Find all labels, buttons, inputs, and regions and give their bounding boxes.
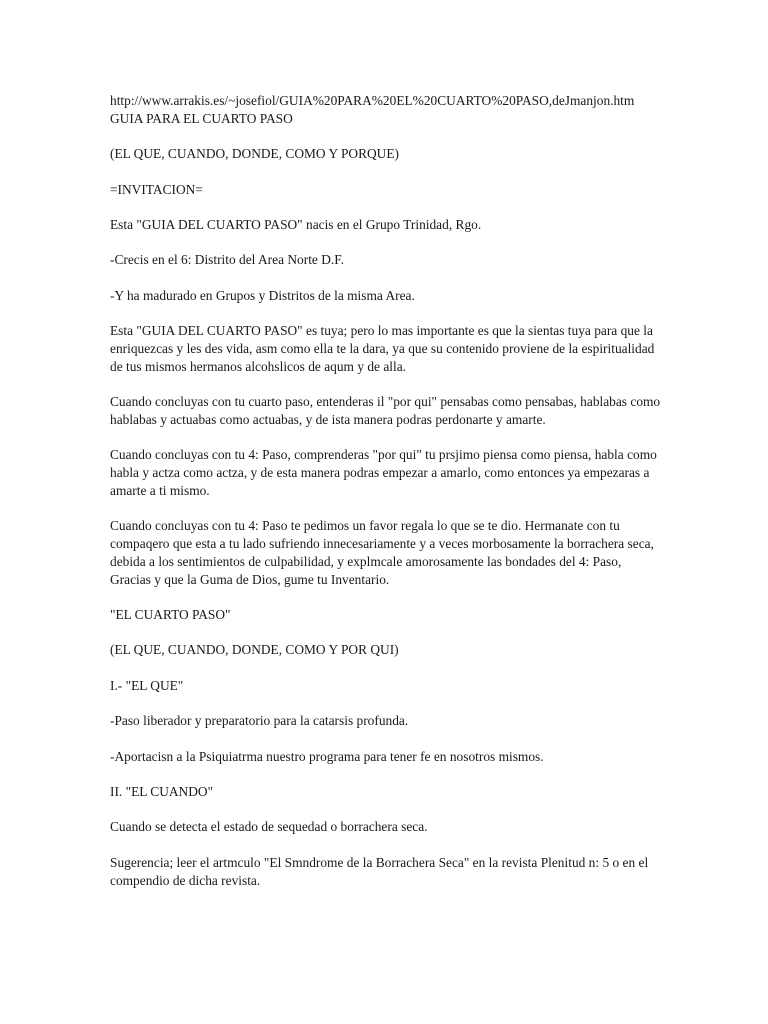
paragraph: Esta "GUIA DEL CUARTO PASO" nacis en el Grupo Trinidad, Rgo.	[110, 216, 482, 232]
section-subtitle: (EL QUE, CUANDO, DONDE, COMO Y POR QUI)	[110, 642, 399, 658]
section-heading-cuarto-paso: "EL CUARTO PASO"	[110, 607, 231, 623]
paragraph: -Aportacisn a la Psiquiatrma nuestro programa para tener fe en nosotros mismos.	[110, 748, 544, 764]
document-title: GUIA PARA EL CUARTO PASO	[110, 110, 293, 126]
paragraph: -Crecis en el 6: Distrito del Area Norte D.F.	[110, 252, 344, 268]
paragraph: Cuando concluyas con tu cuarto paso, entenderas il "por qui" pensabas como pensabas, hablabas como hablabas y actuabas como actuabas, y de ista manera podras perdonarte y amarte.	[110, 394, 661, 427]
paragraph: Cuando concluyas con tu 4: Paso, comprenderas "por qui" tu prsjimo piensa como piensa, habla como habla y actza como actza, y de esta manera podras empezar a amarlo, como entonces ya empezaras a amarte a ti mismo.	[110, 447, 657, 498]
section-heading-invitacion: =INVITACION=	[110, 181, 203, 197]
paragraph: Sugerencia; leer el artmculo "El Smndrome de la Borrachera Seca" en la revista Plenitud n: 5 o en el compendio de dicha revista.	[110, 854, 649, 888]
section-heading-el-cuando: II. "EL CUANDO"	[110, 784, 214, 800]
source-url: http://www.arrakis.es/~josefiol/GUIA%20PARA%20EL%20CUARTO%20PASO,deJmanjon.htm	[110, 93, 635, 108]
document-page	[110, 92, 665, 907]
section-heading-el-que: I.- "EL QUE"	[110, 677, 184, 693]
paragraph: -Y ha madurado en Grupos y Distritos de la misma Area.	[110, 287, 415, 303]
subtitle: (EL QUE, CUANDO, DONDE, COMO Y PORQUE)	[110, 146, 399, 162]
paragraph: -Paso liberador y preparatorio para la catarsis profunda.	[110, 713, 409, 729]
paragraph: Cuando concluyas con tu 4: Paso te pedimos un favor regala lo que se te dio. Hermanate con tu compaqero que esta a tu lado sufriendo innecesariamente y a veces morbosamente la borrachera seca, debida a los sentimientos de culpabilidad, y explmcale amorosamente las bondades del 4: Paso, Gracias y que la Guma de Dios, gume tu Inventario.	[110, 518, 654, 587]
paragraph: Esta "GUIA DEL CUARTO PASO" es tuya; pero lo mas importante es que la sientas tuya para que la enriquezcas y les des vida, asm como ella te la dara, ya que su contenido proviene de la espiritualidad de tus mismos hermanos alcohslicos de aqum y de alla.	[110, 323, 655, 374]
paragraph: Cuando se detecta el estado de sequedad o borrachera seca.	[110, 819, 428, 835]
